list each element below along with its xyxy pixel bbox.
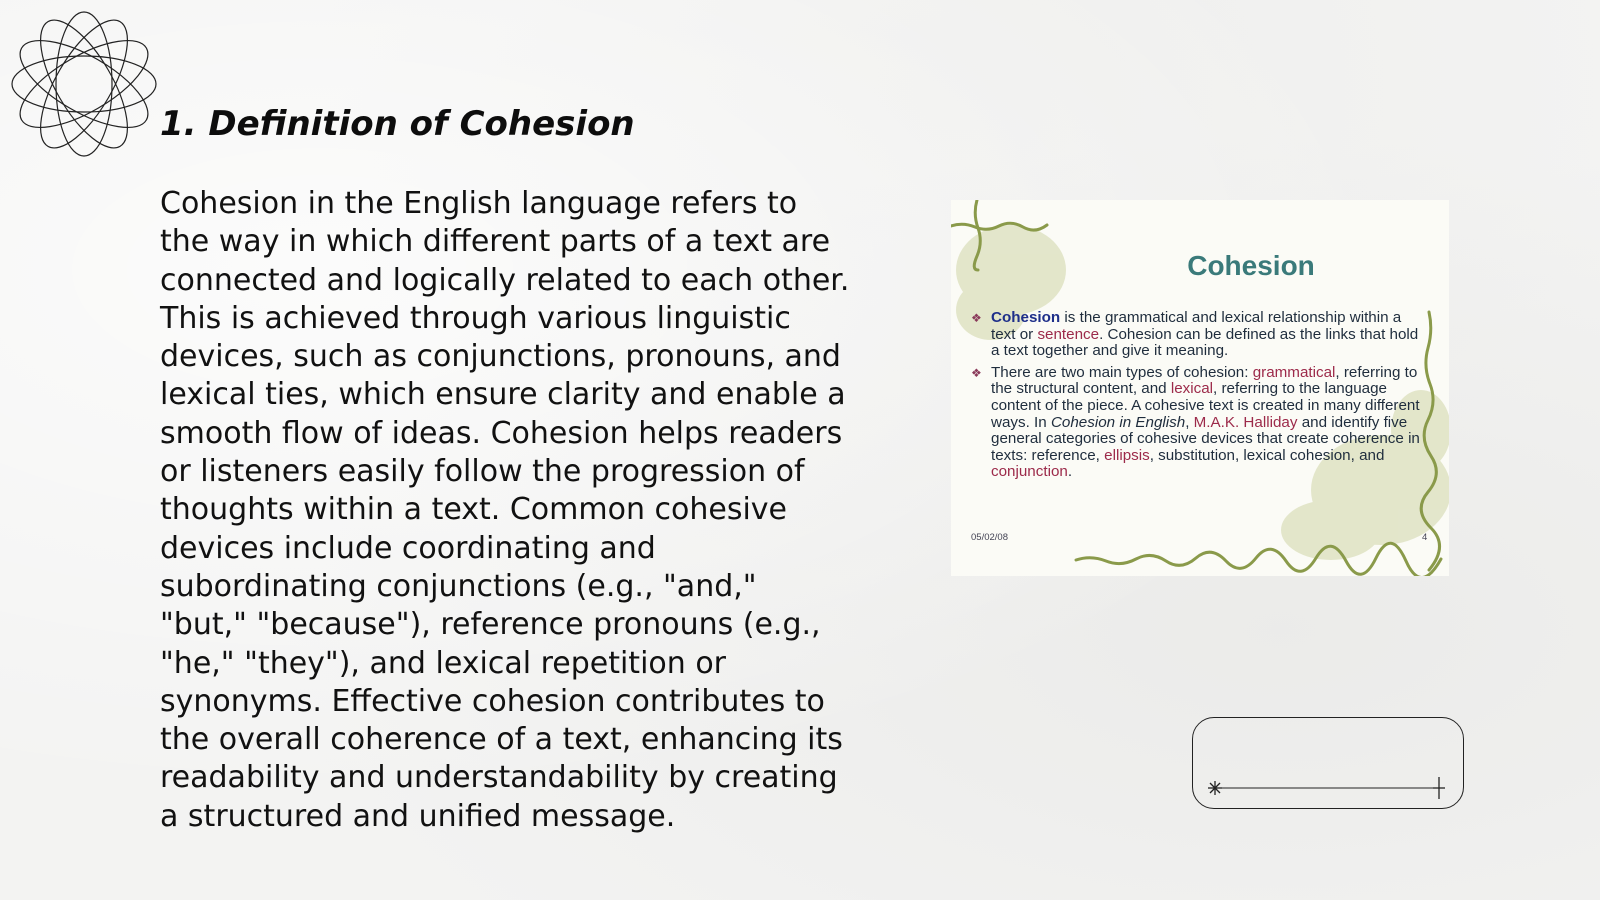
slide-text: , [1185, 413, 1194, 431]
slide-date: 05/02/08 [971, 532, 1008, 543]
diamond-bullet-icon: ❖ [971, 365, 982, 380]
timeline-line [1193, 718, 1465, 810]
slide-text: There are two main types of cohesion: [991, 363, 1253, 381]
slide-italic-text: Cohesion in English [1050, 413, 1186, 431]
timeline-frame [1192, 717, 1464, 809]
slide-link-text: conjunction [991, 463, 1068, 481]
slide-link-text: sentence [1037, 325, 1100, 343]
slide-link-text: ellipsis [1104, 446, 1150, 464]
slide-bullet-item [971, 365, 1429, 481]
slide-text: is the grammatical and lexical relationship within a text or [991, 309, 1402, 343]
page-title: 1. Definition of Cohesion [160, 104, 635, 144]
slide-title: Cohesion [1187, 250, 1315, 281]
slide-text: . [1067, 463, 1073, 481]
slide-text: , referring to the structural content, and [991, 363, 1418, 398]
slide-page-number: 4 [1422, 532, 1428, 543]
slide-text: and identify five general categories of cohesive devices that create coherence in texts: reference, [991, 413, 1420, 464]
slide-text: . Cohesion can be defined as the links that hold a text together and give it meaning. [991, 325, 1419, 360]
slide-keyword: Cohesion [991, 309, 1061, 326]
slide-link-text: lexical [1170, 380, 1214, 398]
slide-text: , substitution, lexical cohesion, and [1149, 446, 1385, 464]
plus-icon [1433, 777, 1445, 799]
sparkle-icon [1208, 781, 1222, 795]
slide-bullet-item [971, 310, 1429, 360]
body-paragraph: Cohesion in the English language refers to the way in which different parts of a text are connected and logically related to each other. This is achieved through various linguistic devices, such as conjunctions, pronouns, and lexical ties, which ensure clarity and enable a smooth flow of ideas. Cohesion helps readers or listeners easily follow the progression of thoughts within a text. Common cohesive devices include coordinating and subordinating conjunctions (e.g., "and," "but," "because"), reference pronouns (e.g., "he," "they"), and lexical repetition or synonyms. Effective cohesion contributes to the overall coherence of a text, enhancing its readability and understandability by creating a structured and unified message. [160, 186, 850, 834]
slide-link-text: grammatical [1252, 363, 1336, 381]
diamond-bullet-icon: ❖ [971, 311, 982, 325]
slide-link-text: M.A.K. Halliday [1193, 413, 1298, 431]
slide-bullet-list [971, 310, 1429, 486]
slide-text: , referring to the language content of the piece. A cohesive text is created in many different ways. In [991, 380, 1420, 431]
orbit-rings-logo-icon [10, 10, 158, 158]
embedded-slide-image [951, 200, 1449, 576]
